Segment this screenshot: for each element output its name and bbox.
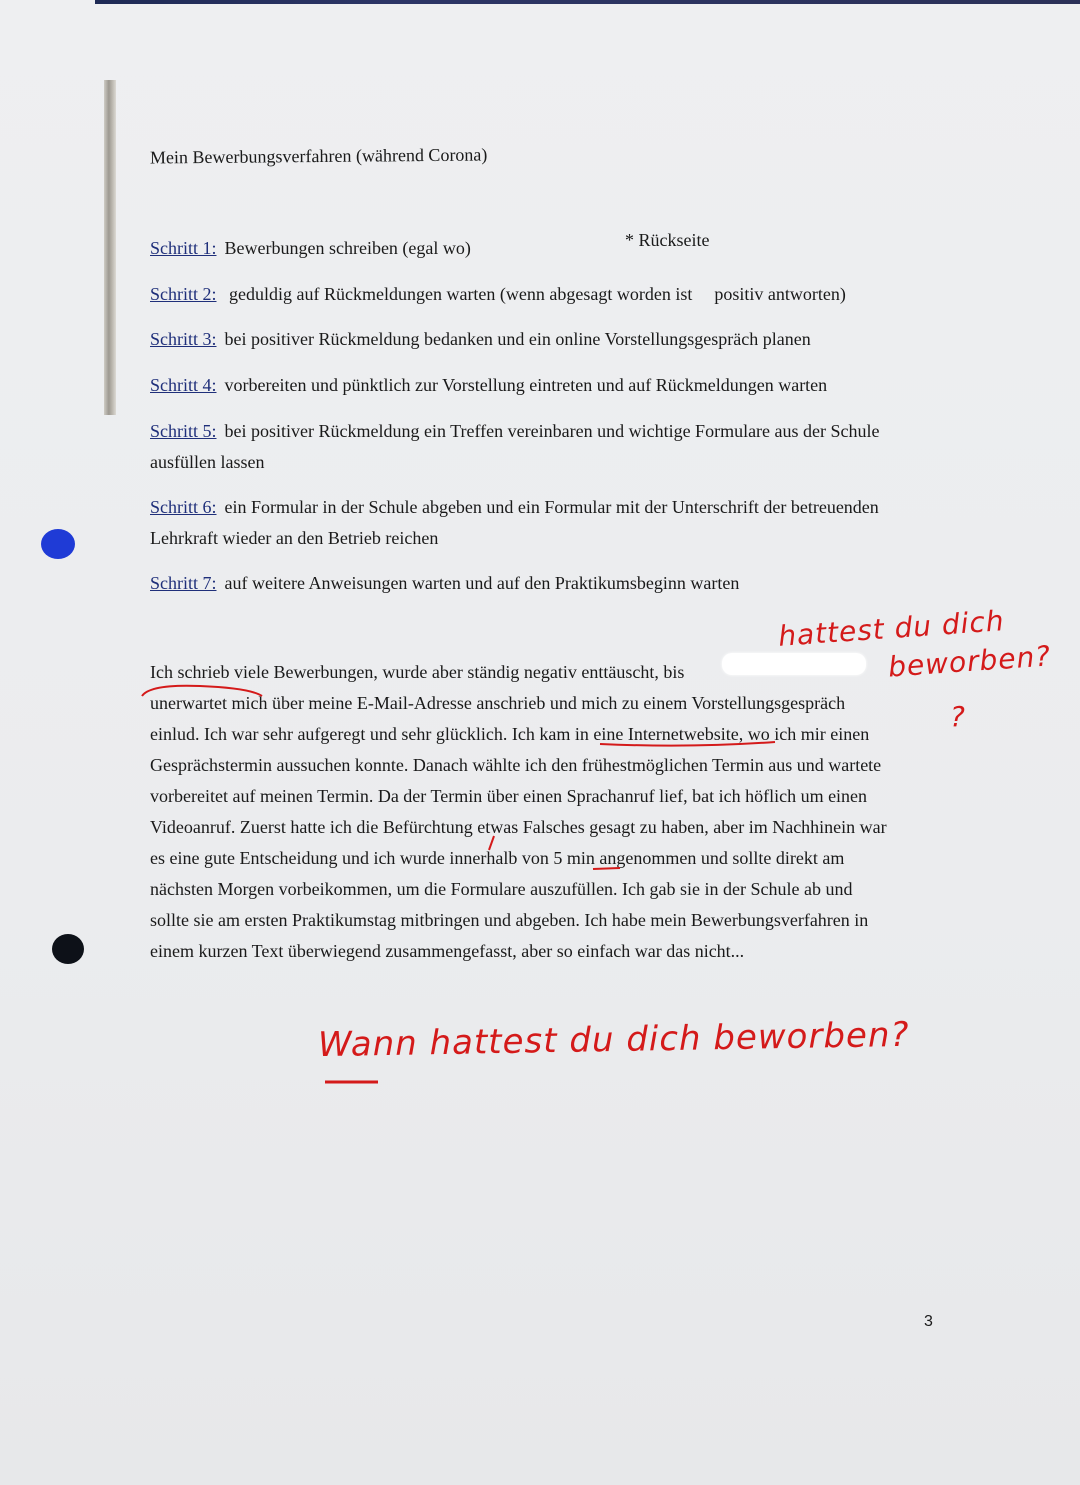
step-text: geduldig auf Rückmeldungen warten (wenn abgesagt worden ist (229, 284, 693, 304)
margin-note-line1: hattest du dich (777, 604, 1006, 653)
step-text: Bewerbungen schreiben (egal wo) (224, 238, 471, 258)
margin-note-line2: beworben? (887, 639, 1053, 684)
step-text: auf weitere Anweisungen warten und auf den Praktikumsbeginn warten (224, 573, 740, 593)
paragraph-line: einem kurzen Text überwiegend zusammengefasst, aber so einfach war das nicht... (150, 941, 745, 961)
paragraph-line: Ich schrieb viele Bewerbungen, wurde aber ständig negativ enttäuscht, bis (150, 662, 685, 682)
step-label: Schritt 5: (150, 421, 217, 441)
page-number: 3 (924, 1313, 933, 1330)
bottom-handwritten-note: Wann hattest du dich beworben? (317, 1014, 910, 1066)
step-label: Schritt 1: (150, 238, 217, 258)
paragraph-line: Gesprächstermin aussuchen konnte. Danach wählte ich den frühestmöglichen Termin aus und wartete (150, 755, 882, 775)
margin-question-mark: ? (950, 700, 965, 733)
rueckseite-note: * Rückseite (625, 230, 710, 250)
step-label: Schritt 6: (150, 497, 217, 517)
paragraph-line: es eine gute Entscheidung und ich wurde innerhalb von 5 min angenommen und sollte direkt am (150, 848, 845, 868)
step-5-continuation: ausfüllen lassen (150, 452, 265, 472)
step-text: ein Formular in der Schule abgeben und ein Formular mit der Unterschrift der betreuenden (224, 497, 879, 517)
step-text: bei positiver Rückmeldung bedanken und ein online Vorstellungsgespräch planen (224, 329, 811, 349)
paragraph-line: unerwartet mich über meine E-Mail-Adresse anschrieb und mich zu einem Vorstellungsgespräch (150, 693, 846, 713)
step-label: Schritt 7: (150, 573, 217, 593)
step-text: vorbereiten und pünktlich zur Vorstellung eintreten und auf Rückmeldungen warten (224, 375, 828, 395)
step-6-continuation: Lehrkraft wieder an den Betrieb reichen (150, 528, 439, 548)
paragraph-line: nächsten Morgen vorbeikommen, um die Formulare auszufüllen. Ich gab sie in der Schule ab und (150, 879, 853, 899)
step-text: bei positiver Rückmeldung ein Treffen vereinbaren und wichtige Formulare aus der Schule (224, 421, 880, 441)
step-label: Schritt 4: (150, 375, 217, 395)
paragraph-line: einlud. Ich war sehr aufgeregt und sehr glücklich. Ich kam in eine Internetwebsite, wo ich mir einen (150, 724, 870, 744)
paragraph-line: Videoanruf. Zuerst hatte ich die Befürchtung etwas Falsches gesagt zu haben, aber im Nachhinein war (150, 817, 887, 837)
step-label: Schritt 3: (150, 329, 217, 349)
document-title: Mein Bewerbungsverfahren (während Corona) (149, 144, 488, 168)
step-label: Schritt 2: (150, 284, 217, 304)
step-text-b: positiv antworten) (714, 284, 846, 304)
paragraph-line: sollte sie am ersten Praktikumstag mitbringen und abgeben. Ich habe mein Bewerbungsverfahren in (150, 910, 869, 930)
paragraph-line: vorbereitet auf meinen Termin. Da der Termin über einen Sprachanruf lief, bat ich höflich um einen (150, 786, 868, 806)
